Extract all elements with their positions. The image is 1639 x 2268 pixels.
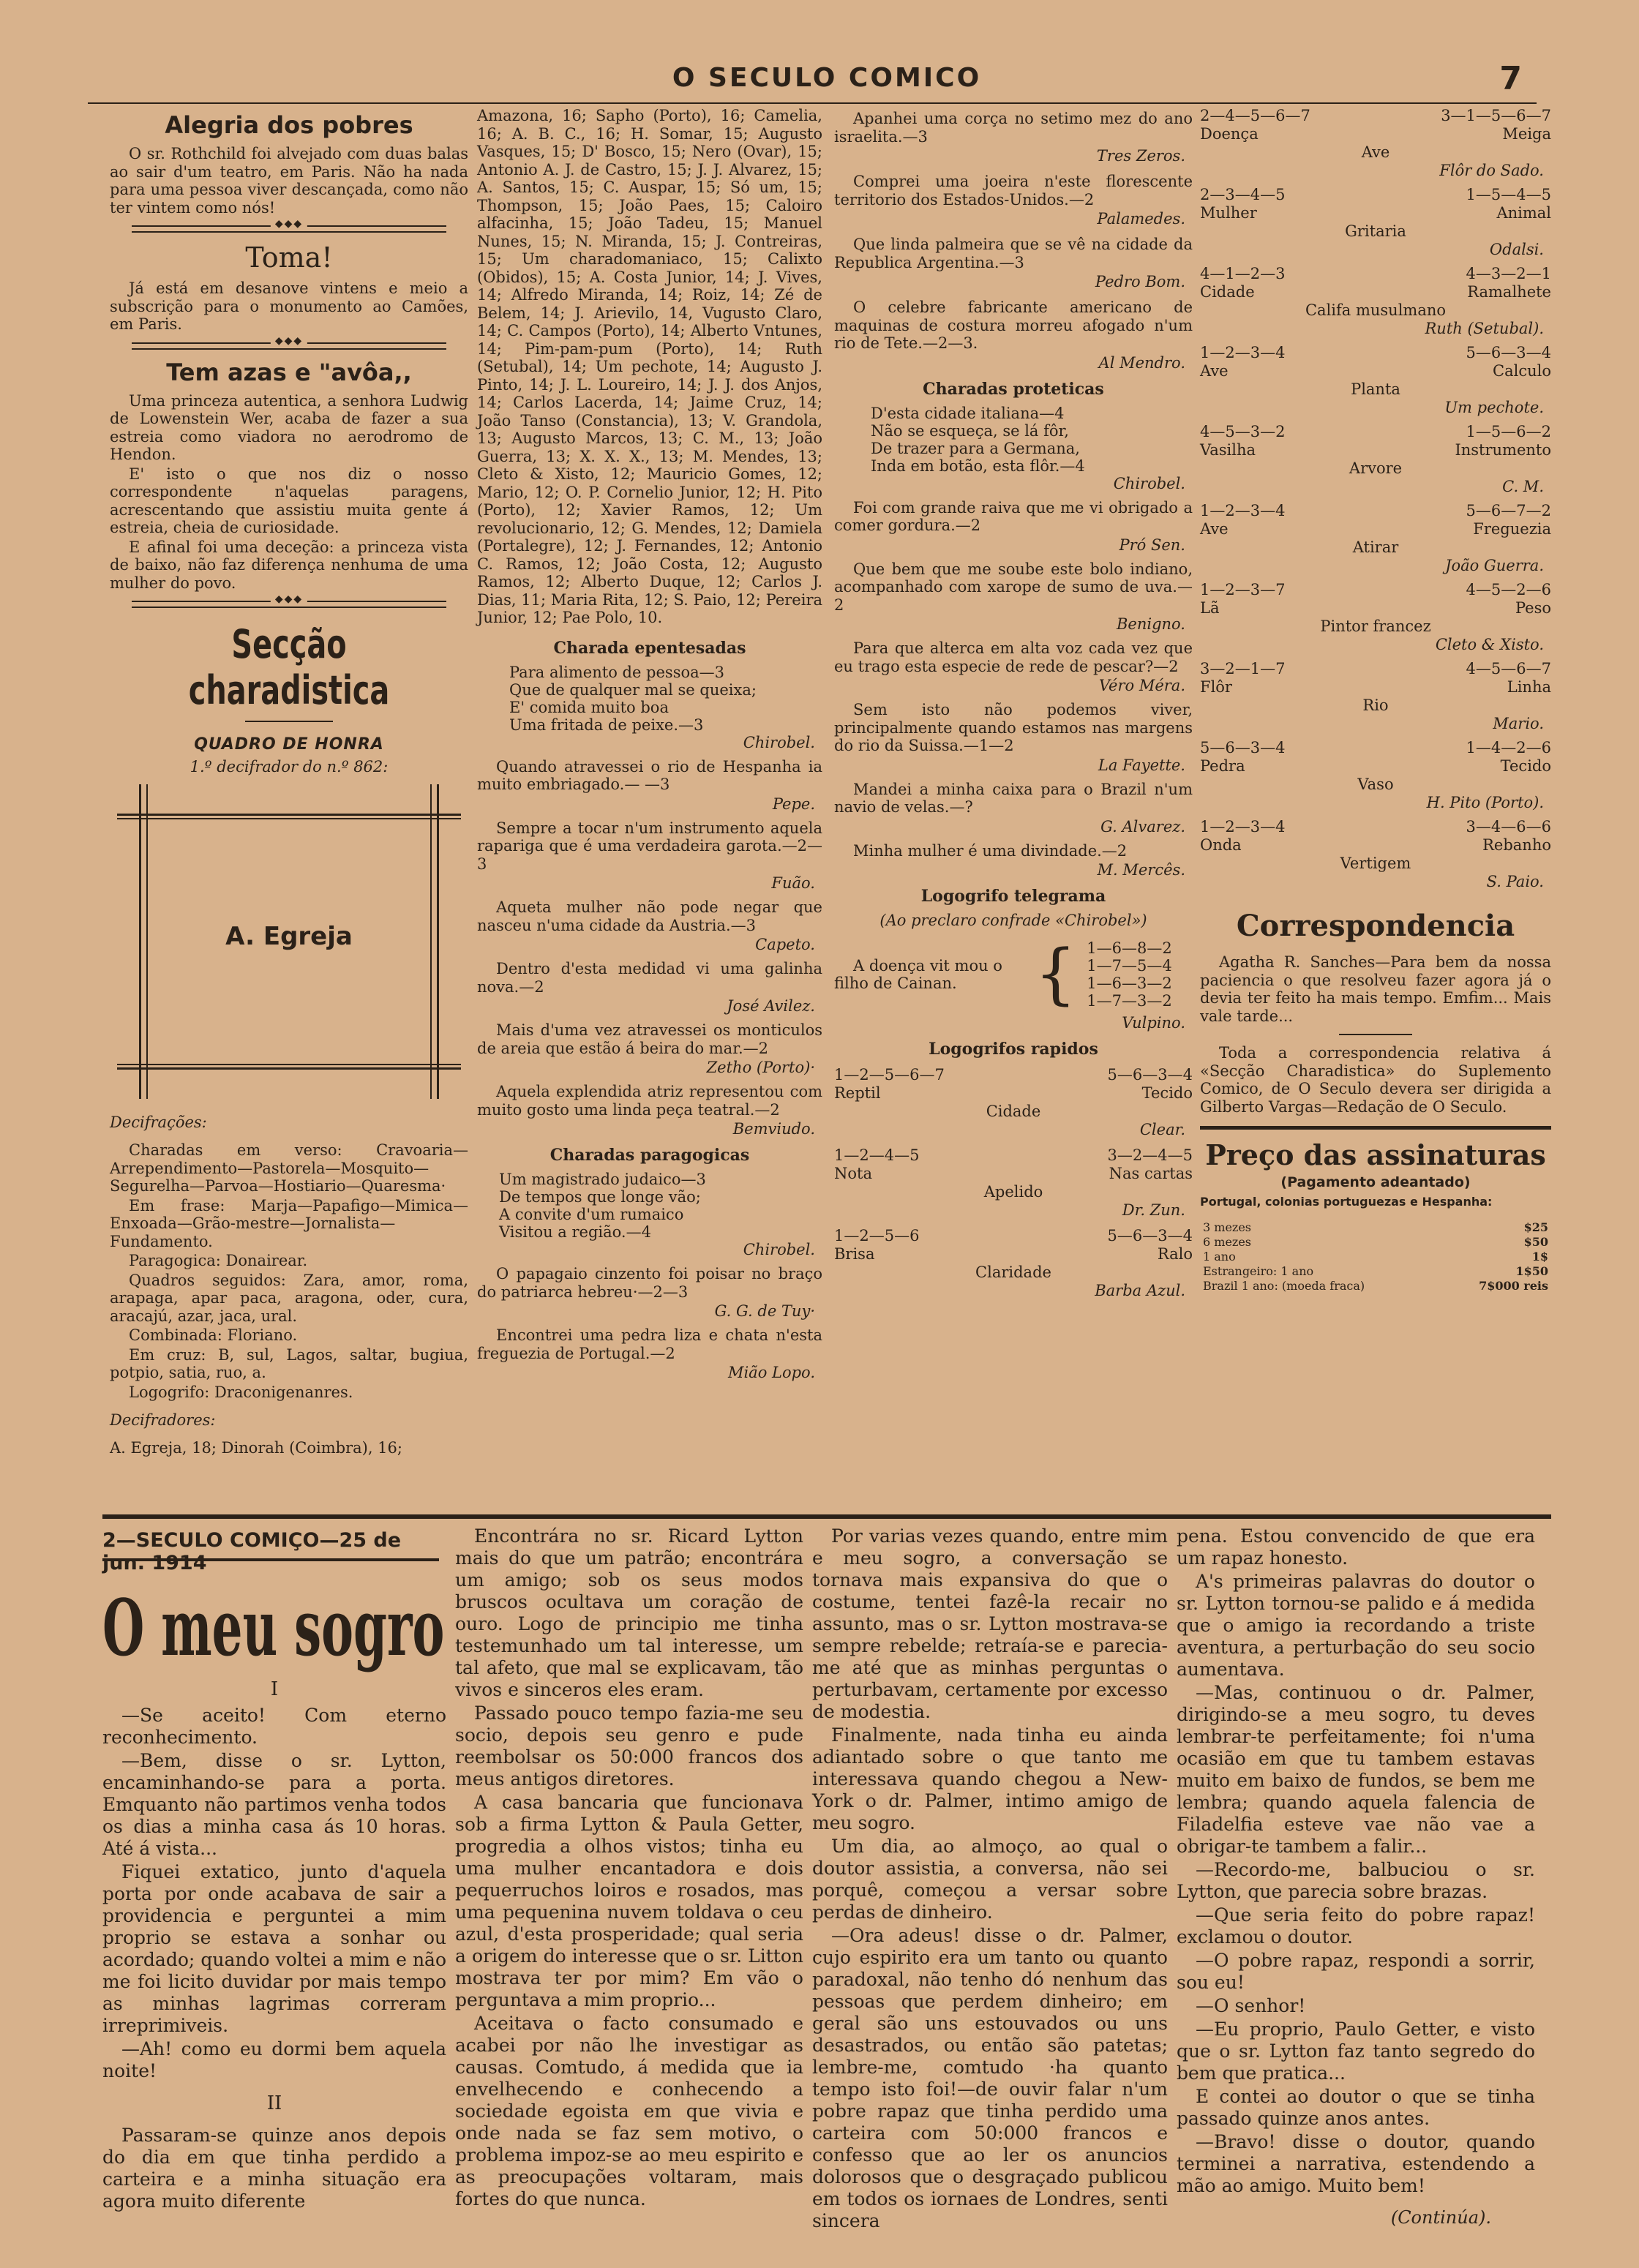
story-paragraph: —Ah! como eu dormi bem aquela noite! <box>102 2038 446 2081</box>
decifrador-label: 1.º decifrador do n.º 862: <box>190 758 389 776</box>
story-paragraph: A's primeiras palavras do doutor o sr. Lytton tornou-se palido e á medida que o amigo ia recordando a triste aventura, a perturbação do seu socio aumentava. <box>1177 1571 1535 1680</box>
decifracoes-label: Decifrações: <box>110 1114 207 1131</box>
telegrama-title: Logogrifo telegrama <box>920 887 1106 906</box>
continua-label: (Continúa). <box>1390 2207 1491 2228</box>
puzzle: Sem isto não podemos viver, principalmente quando estamos nas margens do rio da Suissa.—1—2 <box>834 701 1193 754</box>
puzzle: O celebre fabricante americano de maquinas de costura morreu afogado n'um rio de Tete.—2—3. <box>834 298 1193 352</box>
preco-region: Portugal, colonias portuguezas e Hespanha: <box>1200 1195 1493 1209</box>
azas-paragraph: E afinal foi uma deceção: a princeza vista de baixo, não faz diferença nenhuma de uma mulher do povo. <box>110 538 468 592</box>
telegrama-subtitle: (Ao preclaro confrade «Chirobel») <box>879 912 1147 929</box>
azas-title: Tem azas e "avôa,, <box>166 358 412 386</box>
decifradores-list: A. Egreja, 18; Dinorah (Coimbra), 16; <box>110 1439 402 1457</box>
author: Bemviudo. <box>732 1120 815 1138</box>
winner-name: A. Egreja <box>225 922 353 951</box>
story-column-2 <box>455 1525 803 2209</box>
author: Véro Méra. <box>1098 677 1185 694</box>
story-paragraph: E contei ao doutor o que se tinha passado quinze anos antes. <box>1177 2086 1535 2129</box>
author: Tres Zeros. <box>1096 147 1185 165</box>
page-number: 7 <box>1499 60 1522 97</box>
part-number: I <box>270 1678 279 1700</box>
logogrifo: 1—2—3—4 5—6—7—2 Ave Freguezia Atirar João Guerra. <box>1200 502 1551 574</box>
alegria-text: O sr. Rothchild foi alvejado com duas balas ao sair d'um teatro, em Paris. Não ha nada para uma pessoa viver descançada, como não ter vintem como nós! <box>110 145 468 217</box>
author: Fuão. <box>771 874 815 892</box>
logogrifo: 1—2—3—4 5—6—3—4 Ave Calculo Planta Um pechote. <box>1200 344 1551 416</box>
puzzle: Sempre a tocar n'um instrumento aquela rapariga que é uma verdadeira garota.—2—3 <box>477 819 822 873</box>
preco-row: 1 ano 1$ <box>1203 1250 1548 1263</box>
author: La Fayette. <box>1098 756 1185 774</box>
author: Capeto. <box>755 936 815 953</box>
story-paragraph: Aceitava o facto consumado e acabei por não lhe investigar as causas. Comtudo, á medida que ia envelhecendo e conhecendo a sociedade egoista em que vivia e onde nada se faz sem motivo, o problema impoz-se ao meu espirito e as preocupações voltaram, mais fortes do que nunca. <box>455 2013 803 2209</box>
logogrifo: 1—2—5—6 5—6—3—4 Brisa Ralo Claridade Barba Azul. <box>834 1227 1193 1299</box>
honor-frame <box>117 784 461 1099</box>
decifracao: Em frase: Marja—Papafigo—Mimica—Enxoada—Grão-mestre—Jornalista—Fundamento. <box>110 1196 468 1250</box>
story-paragraph: Passado pouco tempo fazia-me seu socio, depois seu genro e pude reembolsar os 50:000 francos dos meus antigos diretores. <box>455 1702 803 1790</box>
author: Zetho (Porto)· <box>706 1059 815 1076</box>
author: Pepe. <box>772 795 815 813</box>
edition-line: 2—SECULO COMIÇO—25 de jun. 1914 <box>102 1529 402 1574</box>
preco-title: Preço das assinaturas <box>1205 1138 1546 1171</box>
author: Vulpino. <box>1122 1014 1185 1032</box>
author: Palamedes. <box>1097 210 1185 228</box>
proteticas-title: Charadas proteticas <box>923 379 1104 399</box>
puzzle: Mais d'uma vez atravessei os monticulos de areia que estão á beira do mar.—2 <box>477 1021 822 1057</box>
logogrifo: 2—4—5—6—7 3—1—5—6—7 Doença Meiga Ave Flôr do Sado. <box>1200 107 1551 179</box>
decifracao: Logogrifo: Draconigenanres. <box>129 1383 353 1401</box>
rapidos-title: Logogrifos rapidos <box>929 1040 1098 1059</box>
puzzle: Aquela explendida atriz representou com muito gosto uma linda peça teatral.—2 <box>477 1083 822 1119</box>
azas-paragraph: Uma princeza autentica, a senhora Ludwig de Lowenstein Wer, acaba de fazer a sua estreia como viadora no aerodromo de Hendon. <box>110 391 468 463</box>
story-paragraph: —Eu proprio, Paulo Getter, e visto que o sr. Lytton faz tanto segredo do bem que pratica... <box>1177 2019 1535 2084</box>
seccao-title: Secção charadistica <box>188 621 390 713</box>
story-title: O meu sogro <box>102 1582 445 1673</box>
story-column-4 <box>1177 1525 1535 2228</box>
verse: Para alimento de pessoa—3 Que de qualquer mal se queixa; E' comida muito boa Uma fritada de peixe.—3 <box>509 663 757 734</box>
story-paragraph: —Que seria feito do pobre rapaz! exclamou o doutor. <box>1177 1904 1535 1948</box>
story-paragraph: Fiquei extatico, junto d'aquela porta por onde acabava de sair a providencia e perguntei a mim proprio se estava a sonhar ou acordado; quando voltei a mim e não me foi licito duvidar por mais tempo as minhas lagrimas correram irreprimiveis. <box>102 1861 446 2036</box>
author: G. G. de Tuy· <box>714 1302 815 1320</box>
correspondencia-text: Toda a correspondencia relativa á «Secção Charadistica» do Suplemento Comico, de O Seculo devera ser dirigida a Gilberto Vargas—Redação de O Seculo. <box>1200 1044 1551 1116</box>
story-column-1 <box>102 1573 446 2212</box>
preco-table <box>1200 1220 1551 1293</box>
puzzle: Aqueta mulher não pode negar que nasceu n'uma cidade da Austria.—3 <box>477 898 822 934</box>
logogrifo: 1—2—4—5 3—2—4—5 Nota Nas cartas Apelido Dr. Zun. <box>834 1146 1193 1219</box>
story-paragraph: —Mas, continuou o dr. Palmer, dirigindo-se a meu sogro, tu deves lembrar-te perfeitamente; foi n'uma ocasião em que tu tambem estavas muito em baixo de fundos, se bem me lembra; quando aquela falencia de Filadelfia esteve vae não vae a obrigar-te tambem a falir... <box>1177 1682 1535 1857</box>
author: Benigno. <box>1116 615 1185 633</box>
story-paragraph: Por varias vezes quando, entre mim e meu sogro, a conversação se tornava mais expansiva do que o costume, tentei fazê-la recair no assunto, mas o sr. Lytton mostrava-se sempre rebelde; retraía-se e parecia-me até que as minhas perguntas o perturbavam, certamente por excesso de modestia. <box>812 1525 1168 1722</box>
newspaper-title: O SECULO COMICO <box>672 63 982 93</box>
epentesadas-title: Charada epentesadas <box>553 638 746 658</box>
logogrifo: 4—5—3—2 1—5—6—2 Vasilha Instrumento Arvore C. M. <box>1200 423 1551 495</box>
puzzle: O papagaio cinzento foi poisar no braço do patriarca hebreu·—2—3 <box>477 1265 822 1301</box>
decifradores-label: Decifradores: <box>110 1411 216 1429</box>
story-paragraph: —Bravo! disse o doutor, quando terminei a narrativa, estendendo a mão ao amigo. Muito bem! <box>1177 2131 1535 2196</box>
logogrifos-list <box>1200 102 1551 891</box>
puzzle: Minha mulher é uma divindade.—2 <box>853 841 1128 860</box>
column-1 <box>110 102 468 1507</box>
story-column-3 <box>812 1525 1168 2231</box>
story-paragraph: —Bem, disse o sr. Lytton, encaminhando-se para a porta. Emquanto não partimos venha todos os dias a minha casa ás 10 horas. Até á vista... <box>102 1750 446 1859</box>
puzzle: Encontrei uma pedra liza e chata n'esta freguezia de Portugal.—2 <box>477 1326 822 1362</box>
story-paragraph: —O senhor! <box>1196 1995 1306 2016</box>
story-paragraph: —O pobre rapaz, respondi a sorrir, sou eu! <box>1177 1950 1535 1993</box>
verse: Um magistrado judaico—3 De tempos que longe vão; A convite d'um rumaico Visitou a região.—4 <box>499 1171 706 1241</box>
logogrifo: 1—2—5—6—7 5—6—3—4 Reptil Tecido Cidade Clear. <box>834 1066 1193 1138</box>
decifracao: Quadros seguidos: Zara, amor, roma, arapaga, apar paca, aragona, oder, cura, aracajú, azar, jaca, ural. <box>110 1271 468 1325</box>
column-3 <box>834 102 1193 1507</box>
column-2 <box>477 102 822 1507</box>
decifracao: Charadas em verso: Cravoaria—Arrependimento—Pastorela—Mosquito—Segurelha—Parvoa—Hostiario—Quaresma· <box>110 1141 468 1195</box>
author: Pró Sen. <box>1119 536 1185 554</box>
puzzle: Mandei a minha caixa para o Brazil n'um navio de velas.—? <box>834 780 1193 816</box>
azas-paragraph: E' isto o que nos diz o nosso correspondente n'aquelas paragens, acrescentando que assistiu muita gente á estreia, cheia de curiosidade. <box>110 465 468 536</box>
toma-title: Toma! <box>245 241 333 274</box>
puzzle: Para que alterca em alta voz cada vez que eu trago esta especie de rede de pescar?—2 <box>834 639 1193 675</box>
story-paragraph: Finalmente, nada tinha eu ainda adiantado sobre o que tanto me interessava quando chegou a New-York o dr. Palmer, intimo amigo de meu sogro. <box>812 1724 1168 1833</box>
page-header <box>95 60 1559 97</box>
puzzle: Que bem que me soube este bolo indiano, acompanhado com xarope de sumo de uva.—2 <box>834 560 1193 614</box>
preco-row: Estrangeiro: 1 ano 1$50 <box>1203 1264 1548 1278</box>
toma-text: Já está em desanove vintens e meio a subscrição para o monumento ao Camões, em Paris. <box>110 279 468 333</box>
decifradores-continued: Amazona, 16; Sapho (Porto), 16; Camelia, 16; A. B. C., 16; H. Somar, 15; Augusto Vasques, 15; D' Bosco, 15; Nero (Ovar), 15; Antonio A. J. de Castro, 15; J. J. Alvarez, 15; A. Santos, 15; C. Auspar, 15; Só um, 15; Thompson, 15; João Paes, 15; Caloiro alfacinha, 15; João Tadeu, 15; Manuel Nunes, 15; N. Miranda, 15; J. Contreiras, 15; Um charadomaniaco, 15; Calixto (Obidos), 15; A. Costa Junior, 14; J. Vives, 14; Alfredo Miranda, 14; Roiz, 14; Zé de Belem, 14; J. Arievilo, 14, Vugusto Claro, 14; C. Campos (Porto), 14; Alberto Vntunes, 14; Pim-pam-pum (Porto), 14; Ruth (Setubal), 14; Um pechote, 14; Augusto J. Pinto, 14; J. L. Loureiro, 14; J. J. dos Anjos, 14; Carlos Lacerda, 14; Jaime Cruz, 14; João Tanso (Constancia), 13; V. Grandola, 13; Augusto Marcos, 13; C. M., 13; João Guerra, 13; X. X. X., 13; M. Mendes, 13; Cleto & Xisto, 12; Mauricio Gomes, 12; Mario, 12; O. P. Cornelio Junior, 12; H. Pito (Porto), 12; Xavier Ramos, 12; Um revolucionario, 12; G. Mendes, 12; Damiela (Portalegre), 12; J. Fernandes, 12; Antonio C. Ramos, 12; João Costa, 12; Augusto Ramos, 12; Alberto Duque, 12; Carlos J. Dias, 11; Maria Rita, 12; S. Paio, 12; Pereira Junior, 12; Pae Polo, 10. <box>477 107 822 626</box>
story-paragraph: —Recordo-me, balbuciou o sr. Lytton, que parecia sobre brazas. <box>1177 1859 1535 1902</box>
author: Al Mendro. <box>1098 353 1185 372</box>
puzzle: Foi com grande raiva que me vi obrigado a comer gordura.—2 <box>834 498 1193 534</box>
author: Chirobel. <box>743 1241 815 1258</box>
story-paragraph: Passaram-se quinze anos depois do dia em que tinha perdido a carteira e a minha situação era agora muito diferente <box>102 2125 446 2212</box>
telegrama-body: A doença vit mou o filho de Cainan. { 1—6—8—2 1—7—5—4 1—6—3—2 1—7—3—2 <box>834 936 1172 1013</box>
author: G. Alvarez. <box>1100 817 1185 836</box>
alegria-title: Alegria dos pobres <box>165 111 413 139</box>
preco-row: 6 mezes $50 <box>1203 1235 1548 1249</box>
logogrifo: 5—6—3—4 1—4—2—6 Pedra Tecido Vaso H. Pito (Porto). <box>1200 739 1551 811</box>
preco-row: Brazil 1 ano: (moeda fraca) 7$000 reis <box>1203 1279 1548 1293</box>
author: M. Mercês. <box>1097 861 1185 879</box>
logogrifo: 4—1—2—3 4—3—2—1 Cidade Ramalhete Califa musulmano Ruth (Setubal). <box>1200 265 1551 337</box>
correspondencia-title: Correspondencia <box>1236 909 1515 943</box>
paragogicas-title: Charadas paragogicas <box>550 1146 750 1165</box>
author: Chirobel. <box>743 733 815 751</box>
story-paragraph: —Se aceito! Com eterno reconhecimento. <box>102 1705 446 1748</box>
story-paragraph: Encontrára no sr. Ricard Lytton mais do que um patrão; encontrára um amigo; sob os seus modos bruscos ocultava um coração de ouro. Logo de principio me tinha testemunhado um tal interesse, um tal afeto, que mal se explicavam, tão vivos e sinceros eles eram. <box>455 1525 803 1700</box>
puzzle: Que linda palmeira que se vê na cidade da Republica Argentina.—3 <box>834 236 1193 271</box>
logogrifo: 1—2—3—4 3—4—6—6 Onda Rebanho Vertigem S. Paio. <box>1200 818 1551 890</box>
preco-row: 3 mezes $25 <box>1203 1220 1548 1234</box>
decifracao: Em cruz: B, sul, Lagos, saltar, bugiua, potpio, satia, ruo, a. <box>110 1345 468 1381</box>
author: José Avilez. <box>727 997 815 1015</box>
quadro-title: QUADRO DE HONRA <box>194 735 384 754</box>
puzzle: Apanhei uma corça no setimo mez do ano israelita.—3 <box>834 110 1193 146</box>
puzzle: Comprei uma joeira n'este florescente territorio dos Estados-Unidos.—2 <box>834 173 1193 209</box>
logogrifo: 2—3—4—5 1—5—4—5 Mulher Animal Gritaria Odalsi. <box>1200 186 1551 258</box>
puzzle: Quando atravessei o rio de Hespanha ia muito embriagado.— —3 <box>477 757 822 793</box>
decifracao: Combinada: Floriano. <box>129 1326 298 1344</box>
decifracao: Paragogica: Donairear. <box>129 1252 308 1269</box>
logogrifo: 3—2—1—7 4—5—6—7 Flôr Linha Rio Mario. <box>1200 660 1551 732</box>
author: Chirobel. <box>1113 474 1185 492</box>
preco-subtitle: (Pagamento adeantado) <box>1280 1174 1471 1190</box>
part-number: II <box>266 2092 282 2114</box>
verse: D'esta cidade italiana—4 Não se esqueça, se lá fôr, De trazer para a Germana, Inda em botão, esta flôr.—4 <box>871 404 1085 475</box>
correspondencia-text: Agatha R. Sanches—Para bem da nossa paciencia o que resolveu fazer agora já o devia ter feito ha mais tempo. Emfim... Mais vale tarde... <box>1200 953 1551 1025</box>
author: Pedro Bom. <box>1095 273 1185 290</box>
column-4 <box>1200 102 1551 1507</box>
puzzle: Dentro d'esta medidad vi uma galinha nova.—2 <box>477 960 822 996</box>
story-paragraph: —Ora adeus! disse o dr. Palmer, cujo espirito era um tanto ou quanto paradoxal, não tenho dó nenhum das pessoas que perdem dinheiro; em geral são uns estouvados ou uns desastrados, ou então são patetas; lembre-me, comtudo ·ha quanto tempo isto foi!—de ouvir falar n'um pobre rapaz que tinha perdido uma carteira com 50:000 francos e confesso que ao ler os anuncios dolorosos que o desgraçado publicou em todos os iornaes de Londres, senti sincera <box>812 1925 1168 2231</box>
logogrifo: 1—2—3—7 4—5—2—6 Lã Peso Pintor francez Cleto & Xisto. <box>1200 581 1551 653</box>
story-paragraph: pena. Estou convencido de que era um rapaz honesto. <box>1177 1525 1535 1569</box>
story-paragraph: Um dia, ao almoço, ao qual o doutor assistia, a conversa, não sei porquê, começou a versar sobre perdas de dinheiro. <box>812 1836 1168 1923</box>
story-paragraph: A casa bancaria que funcionava sob a firma Lytton & Paula Getter, progredia a olhos vistos; tinha eu uma mulher encantadora e dois pequerruchos loiros e rosados, mas uma pequenina nuvem toldava o ceu azul, d'esta prosperidade; qual seria a origem do interesse que o sr. Litton mostrava ter por mim? Em vão o perguntava a mim proprio... <box>455 1792 803 2010</box>
author: Mião Lopo. <box>727 1364 815 1381</box>
